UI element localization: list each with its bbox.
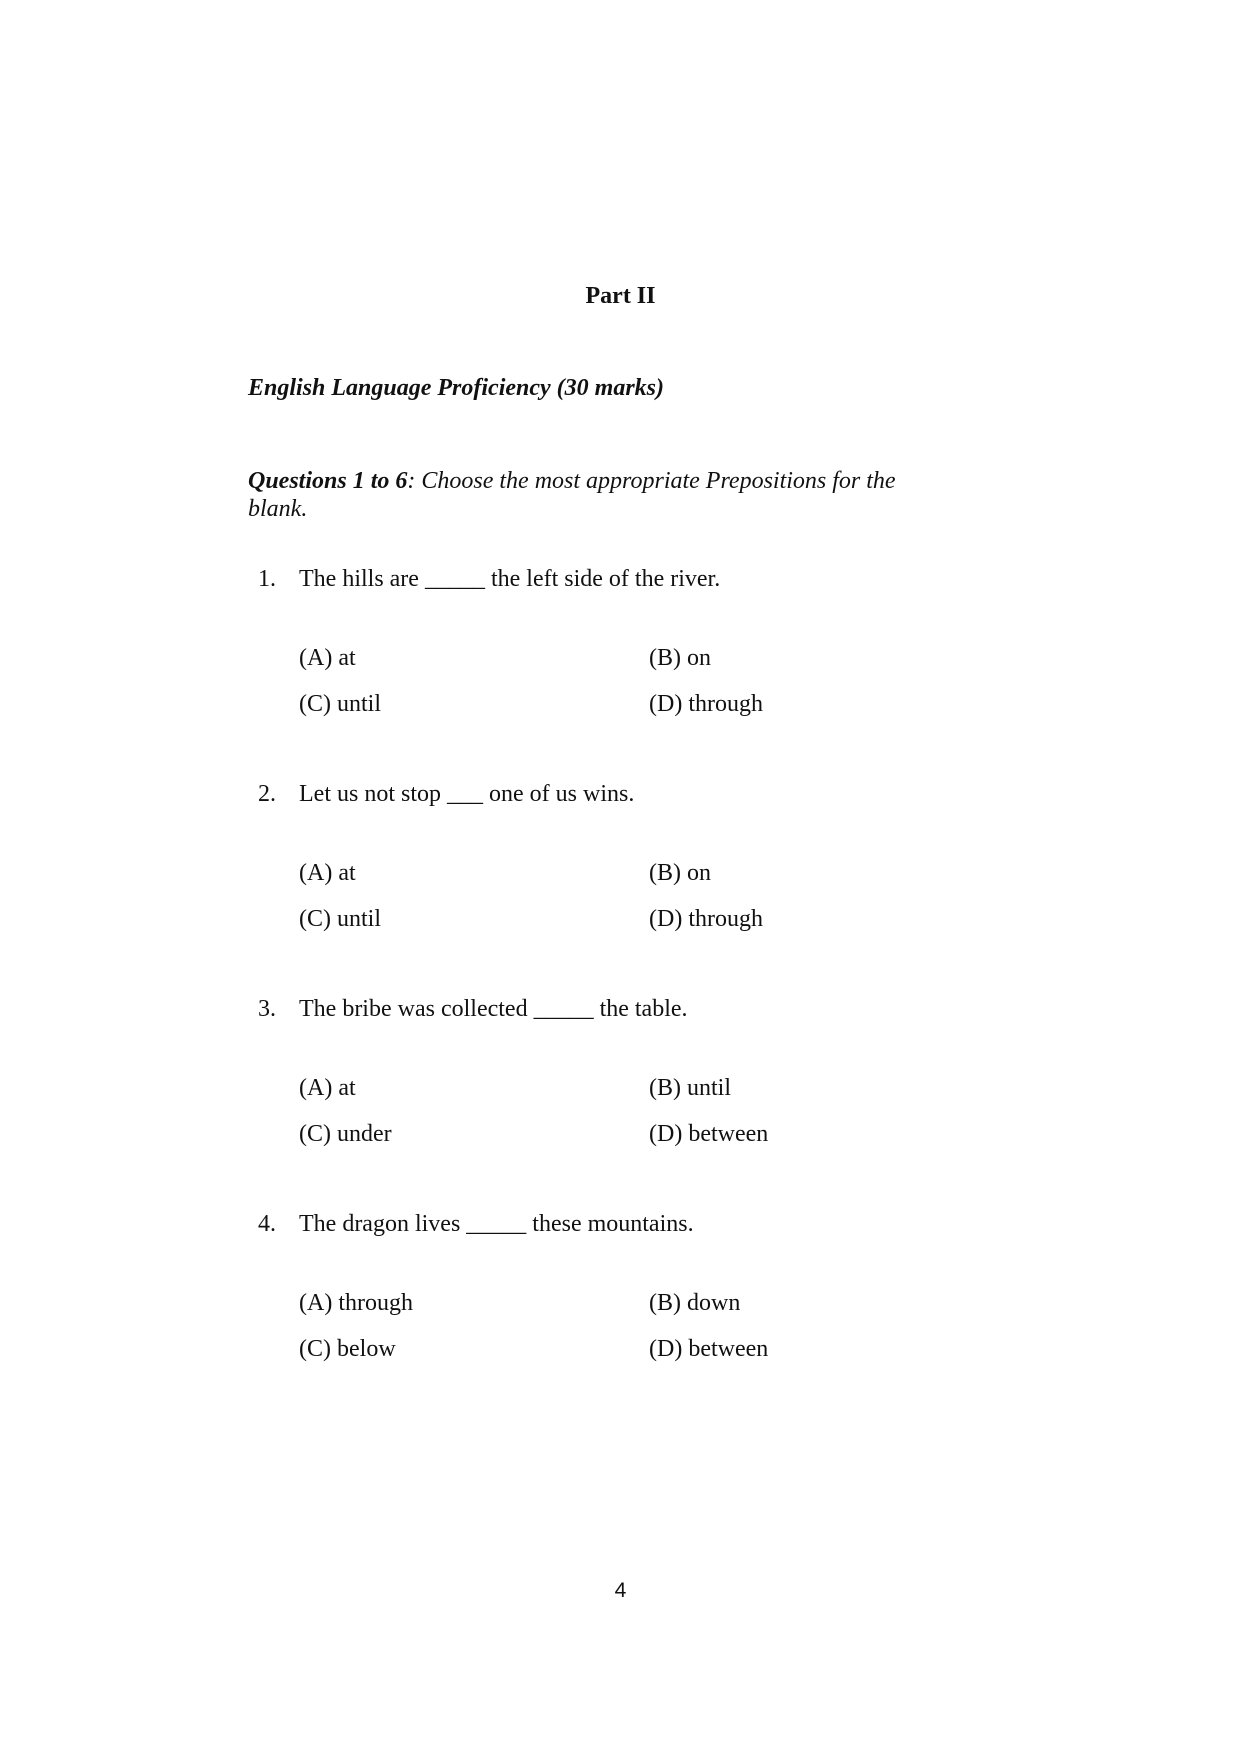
question-text: The hills are _____ the left side of the river. (299, 566, 721, 592)
option-c: (C) until (299, 691, 381, 717)
option-a: (A) at (299, 1075, 356, 1101)
question-text: The bribe was collected _____ the table. (299, 996, 688, 1022)
instruction (248, 467, 948, 523)
instruction-text: : Choose the most appropriate Prepositions for the blank. (248, 468, 896, 522)
option-a: (A) at (299, 645, 356, 671)
question-number: 3. (258, 996, 276, 1022)
question-stem (258, 996, 688, 1023)
option-d: (D) between (649, 1336, 769, 1362)
option-d: (D) through (649, 906, 763, 932)
question-stem (258, 566, 720, 593)
option-c: (C) under (299, 1121, 392, 1147)
option-d: (D) between (649, 1121, 769, 1147)
question-text: The dragon lives _____ these mountains. (299, 1211, 694, 1237)
option-c: (C) until (299, 906, 381, 932)
question-number: 1. (258, 566, 276, 592)
section-title: English Language Proficiency (30 marks) (248, 375, 665, 401)
question-stem (258, 1211, 694, 1238)
option-a: (A) at (299, 860, 356, 886)
option-d: (D) through (649, 691, 763, 717)
page-number: 4 (614, 1579, 627, 1602)
question-text: Let us not stop ___ one of us wins. (299, 781, 635, 807)
option-a: (A) through (299, 1290, 413, 1316)
question-number: 2. (258, 781, 276, 807)
option-c: (C) below (299, 1336, 396, 1362)
question-number: 4. (258, 1211, 276, 1237)
option-b: (B) down (649, 1290, 741, 1316)
question-stem (258, 781, 634, 808)
part-title: Part II (585, 283, 656, 309)
option-b: (B) until (649, 1075, 731, 1101)
option-b: (B) on (649, 860, 711, 886)
option-b: (B) on (649, 645, 711, 671)
instruction-range: Questions 1 to 6 (248, 468, 408, 494)
